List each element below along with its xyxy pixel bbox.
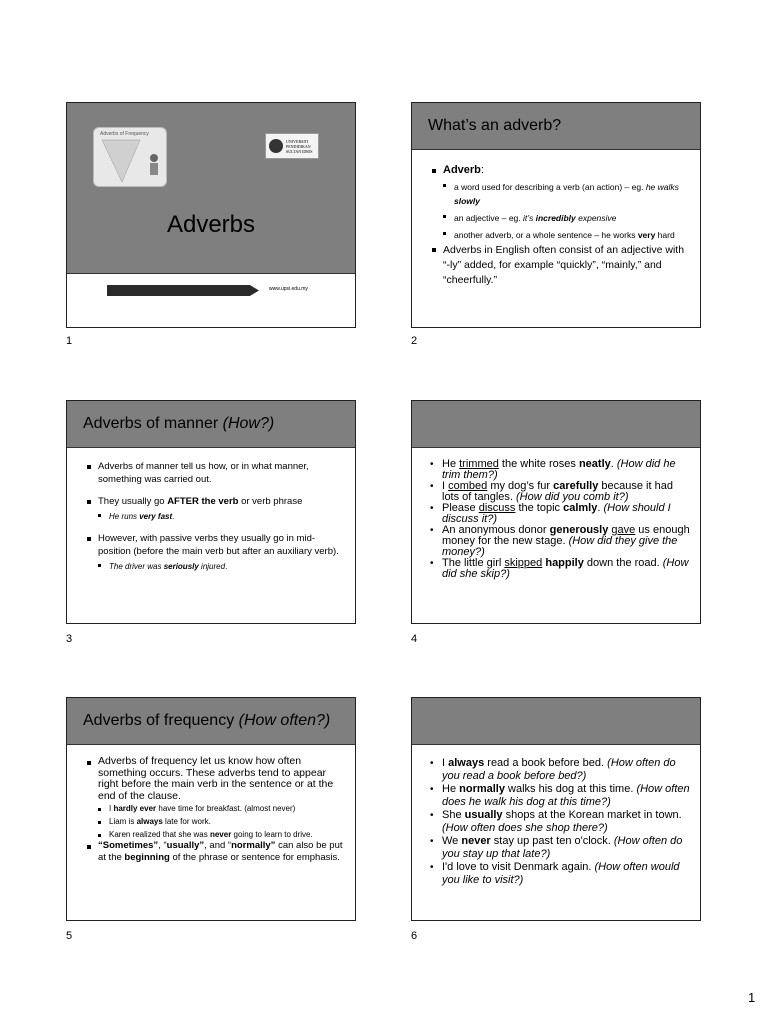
footer-bar [107,285,259,296]
slide-3 [66,400,356,624]
website-url: www.upsi.edu.my [269,286,308,292]
list-item: • He trimmed the white roses neatly. (How did he trim them?) [430,459,690,481]
sub-list [98,804,345,840]
slide-number: 4 [411,633,418,645]
slide-2 [411,102,701,328]
slide-title: Adverbs [166,211,256,238]
slide-number: 3 [66,633,73,645]
slide-header [412,103,700,150]
slide-header [67,698,355,745]
list-item: Karen realized that she was never going to learn to drive. [98,830,345,840]
list-item: However, with passive verbs they usually go in mid-position (before the main verb but after an auxiliary verb). The driver was seriously injured. [87,532,345,573]
list-item: a word used for describing a verb (an action) – eg. he walks slowly [443,180,690,208]
university-logo [265,133,319,159]
list-item: Liam is always late for work. [98,817,345,827]
list-item: • She usually shops at the Korean market in town. (How often does she shop there?) [430,809,690,835]
list-item: an adjective – eg. it’s incredibly expensive [443,211,690,225]
slide-6 [411,697,701,921]
logo-emblem [269,139,283,153]
list-item: • I'd love to visit Denmark again. (How often would you like to visit?) [430,861,690,887]
list-item: They usually go AFTER the verb or verb phrase He runs very fast. [87,495,345,523]
slide-number: 5 [66,930,73,942]
list-item: • I combed my dog’s fur carefully because it had lots of tangles. (How did you comb it?) [430,481,690,503]
slide-number: 6 [411,930,418,942]
list-item: I hardly ever have time for breakfast. (almost never) [98,804,345,814]
logo-text: UNIVERSITI PENDIDIKAN SULTAN IDRIS [286,138,313,154]
list-item: • An anonymous donor generously gave us enough money for the new stage. (How did they give the money?) [430,525,690,558]
thumbnail-image [93,127,167,187]
slide-title: Adverbs of frequency (How often?) [83,712,331,729]
list-item: Adverbs in English often consist of an adjective with “-ly” added, for example “quickly”, “mainly,” and “cheerfully.” [432,243,690,288]
slide-1 [66,102,356,328]
page-number: 1 [748,990,756,1005]
slide-header [412,698,700,745]
sub-list [98,510,345,523]
list-item: another adverb, or a whole sentence – he works very hard [443,228,690,242]
bullet-list [412,448,700,580]
slide-number: 2 [411,335,418,347]
bullet-list [67,745,355,864]
slide-number: 1 [66,335,73,347]
bullet-list [67,448,355,573]
list-item: • I always read a book before bed. (How often do you read a book before bed?) [430,757,690,783]
slide-header [412,401,700,448]
bullet-list [412,745,700,887]
list-item: • The little girl skipped happily down the road. (How did she skip?) [430,558,690,580]
sub-list [443,180,690,242]
list-item: Adverb: a word used for describing a verb (an action) – eg. he walks slowly an adjective – eg. it’s incredibly expensive another adverb, or a whole sentence – he works very hard [432,164,690,242]
slide-title: Adverbs of manner (How?) [83,415,275,432]
slide-4 [411,400,701,624]
slide-5 [66,697,356,921]
list-item: • He normally walks his dog at this time. (How often does he walk his dog at this time?) [430,783,690,809]
list-item: • We never stay up past ten o'clock. (How often do you stay up that late?) [430,835,690,861]
thumbnail-title: Adverbs of Frequency [100,131,149,137]
list-item: • Please discuss the topic calmly. (How should I discuss it?) [430,503,690,525]
slide-header [67,401,355,448]
slide-title: What’s an adverb? [428,117,562,134]
list-item: Adverbs of manner tell us how, or in what manner, something was carried out. [87,460,345,486]
list-item: Adverbs of frequency let us know how often something occurs. These adverbs tend to appear right before the main verb in the sentence or at the end of the clause. I hardly ever have time for breakfast. (almost never) Liam is always late for work. Karen realized that she was never going to learn to drive. [87,756,345,840]
sub-list [98,560,345,573]
list-item: He runs very fast. [98,510,345,523]
list-item: “Sometimes”, “usually”, and “normally” can also be put at the beginning of the phrase or sentence for emphasis. [87,840,345,864]
bullet-list [412,150,700,288]
list-item: The driver was seriously injured. [98,560,345,573]
